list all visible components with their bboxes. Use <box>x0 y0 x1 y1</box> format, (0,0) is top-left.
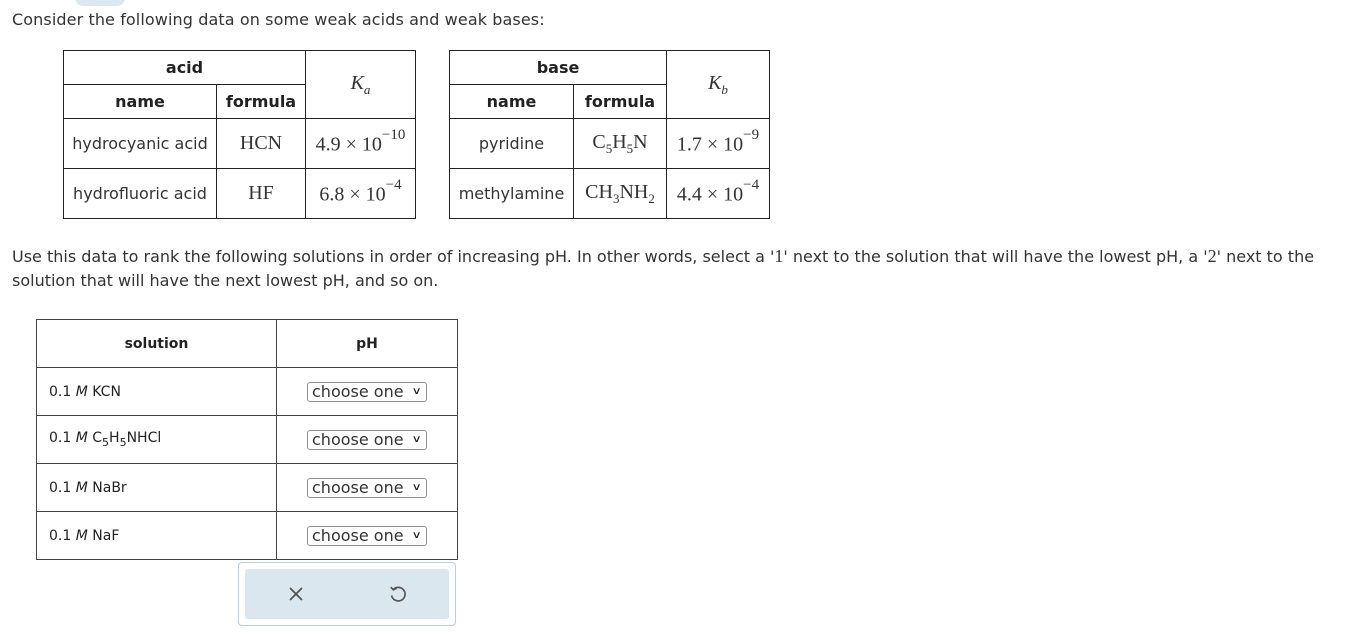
solution-label: 0.1 M $C_5H_5NHCl$ <box>37 416 277 464</box>
reset-button[interactable] <box>378 574 418 614</box>
base-table <box>449 50 770 219</box>
intro-text: Consider the following data on some weak acids and weak bases: <box>12 10 545 29</box>
ph-rank-select[interactable]: choose one ∨ <box>307 478 427 498</box>
acid-name-header: name <box>64 85 217 119</box>
undo-icon <box>388 584 408 604</box>
kb-value-cell: $1.7 \times 10^{-9}$ <box>667 119 770 169</box>
acid-formula-cell: HF <box>217 169 306 219</box>
chevron-down-icon: ∨ <box>411 434 422 445</box>
base-formula-cell: $CH_3NH_2$ <box>574 169 667 219</box>
ph-rank-select[interactable]: choose one ∨ <box>307 430 427 450</box>
solution-header: solution <box>37 320 277 368</box>
ka-value-cell: $4.9 \times 10^{-10}$ <box>306 119 416 169</box>
kb-header: $K_b$ <box>667 51 770 119</box>
ka-value-cell: $6.8 \times 10^{-4}$ <box>306 169 416 219</box>
base-formula-header: formula <box>574 85 667 119</box>
close-icon <box>287 585 305 603</box>
acid-name-cell: hydrocyanic acid <box>64 119 217 169</box>
base-name-header: name <box>450 85 574 119</box>
chevron-down-icon: ∨ <box>411 530 422 541</box>
solution-label: 0.1 M NaBr <box>37 464 277 512</box>
acid-group-header: acid <box>64 51 306 85</box>
base-name-cell: pyridine <box>450 119 574 169</box>
answer-actions <box>238 562 456 626</box>
clear-button[interactable] <box>276 574 316 614</box>
ph-rank-select[interactable]: choose one ∨ <box>307 526 427 546</box>
instructions-text: Use this data to rank the following solutions in order of increasing pH. In other words, select a '1' next to the solution that will have the lowest pH, a '2' next to the solution that will have the next lowest pH, and so on. <box>12 246 1315 290</box>
ka-header: $K_a$ <box>306 51 416 119</box>
acid-table <box>63 50 416 219</box>
ph-rank-select[interactable]: choose one ∨ <box>307 382 427 402</box>
solution-label: 0.1 M KCN <box>37 368 277 416</box>
base-group-header: base <box>450 51 667 85</box>
base-name-cell: methylamine <box>450 169 574 219</box>
acid-name-cell: hydrofluoric acid <box>64 169 217 219</box>
ph-header: pH <box>277 320 458 368</box>
ranking-table <box>36 319 458 560</box>
acid-formula-header: formula <box>217 85 306 119</box>
chevron-down-icon: ∨ <box>411 482 422 493</box>
acid-formula-cell: HCN <box>217 119 306 169</box>
solution-label: 0.1 M NaF <box>37 512 277 560</box>
chevron-down-icon: ∨ <box>411 386 422 397</box>
header-tab-decoration <box>75 0 125 6</box>
kb-value-cell: $4.4 \times 10^{-4}$ <box>667 169 770 219</box>
base-formula-cell: $C_5H_5N$ <box>574 119 667 169</box>
